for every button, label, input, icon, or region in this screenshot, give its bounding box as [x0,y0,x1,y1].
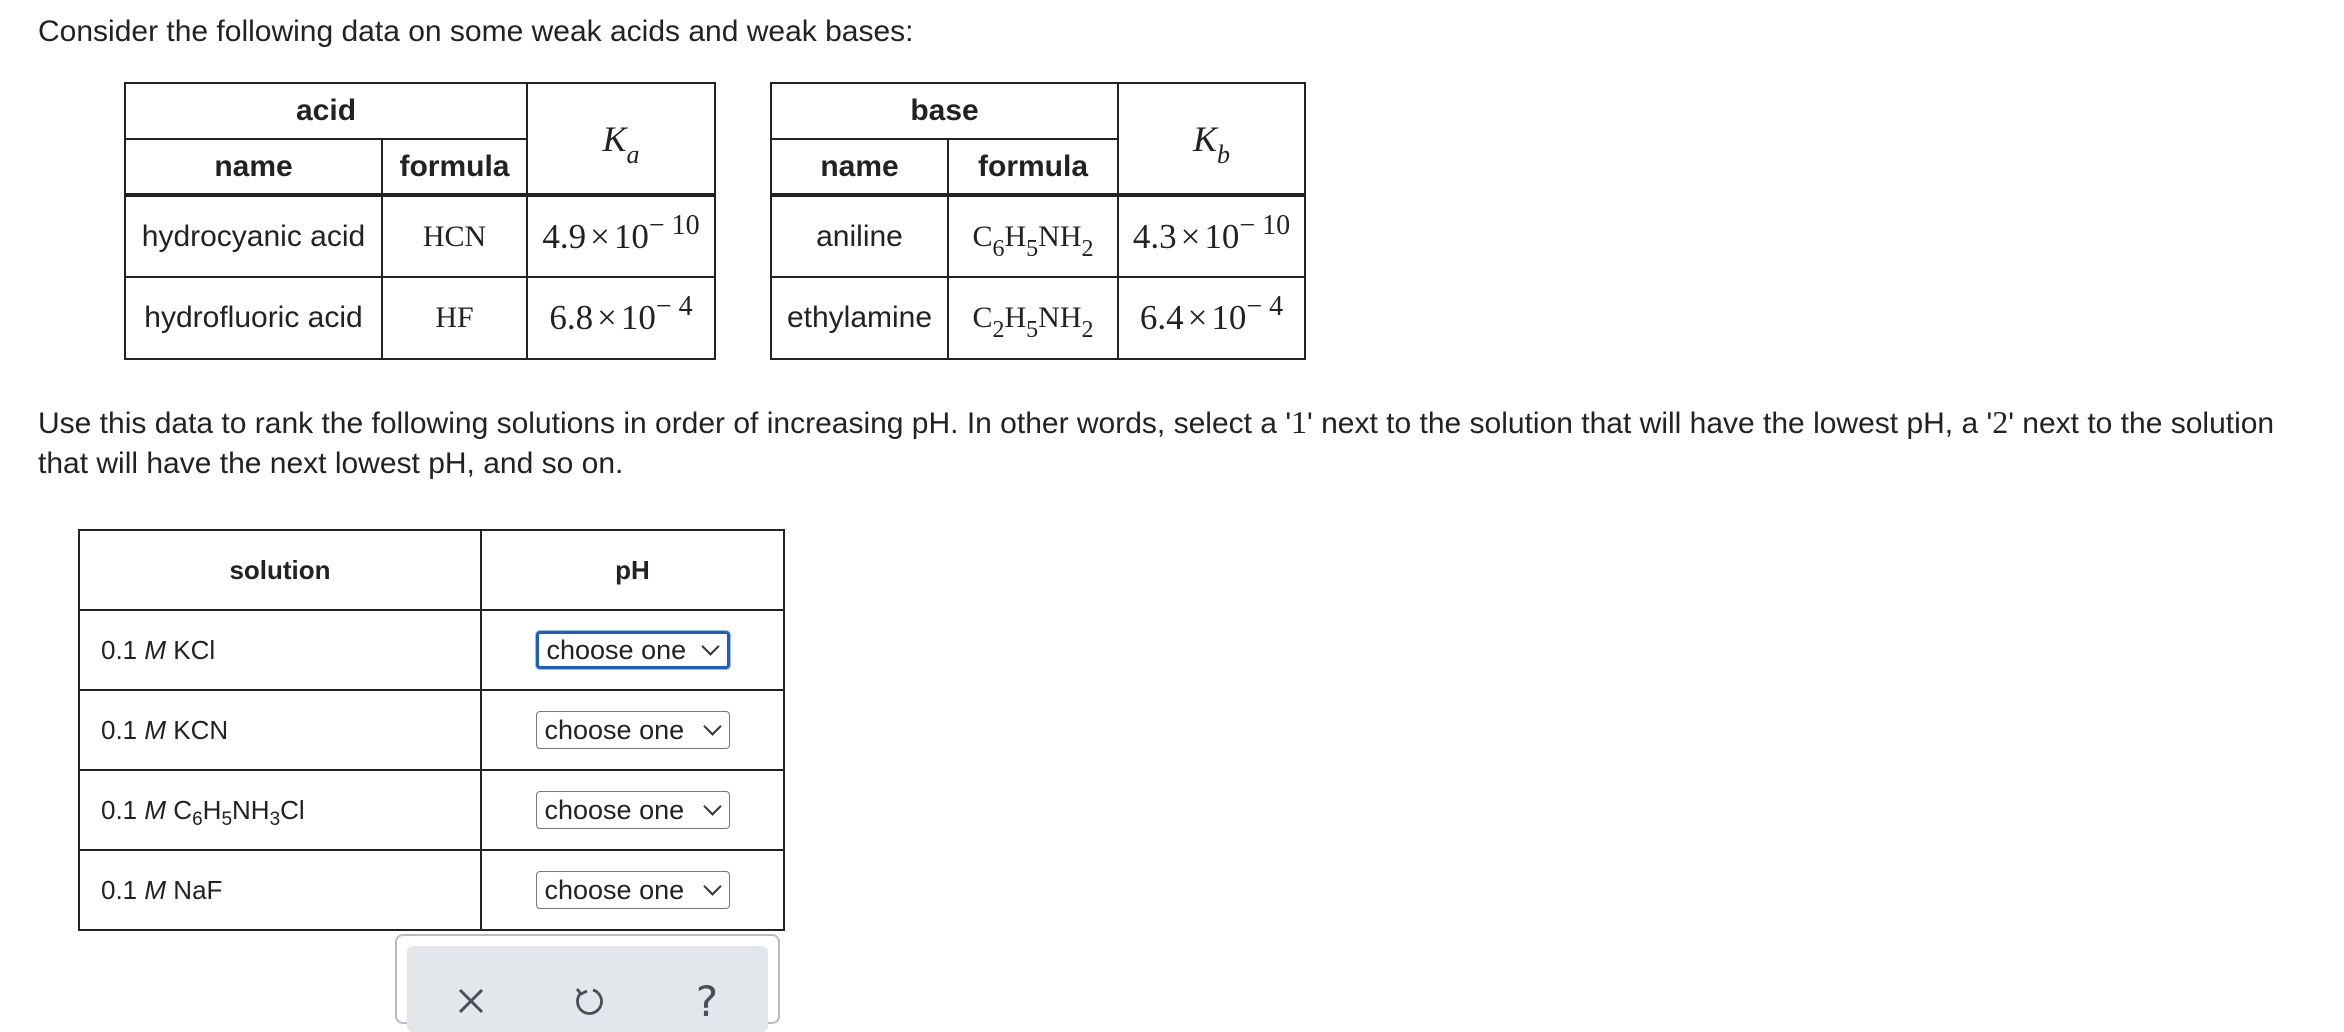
select-value: choose one [544,794,685,825]
table-row [79,770,784,850]
table-row [125,277,715,359]
chevron-down-icon [703,717,721,735]
base-name-header: name [771,139,948,195]
x-icon [455,985,487,1017]
instructions-text: Use this data to rank the following solutions in order of increasing pH. In other words, select a '1' next to the solution that will have the lowest pH, a '2' next to the solution that will have the next lowest pH, and so on. [38,404,2275,480]
table-row [125,195,715,277]
ph-header: pH [481,530,784,610]
table-row [771,277,1305,359]
kb-header: $K_b$ [1118,83,1305,195]
base-formula-header: formula [948,139,1118,195]
ranking-table [78,529,785,931]
base-formula: $C_6H_5NH_2$ [948,195,1118,277]
undo-button[interactable] [561,976,617,1026]
solution-header: solution [79,530,481,610]
table-row [771,195,1305,277]
acid-formula: HF [382,277,527,359]
select-value: choose one [544,874,685,905]
select-value: choose one [544,714,685,745]
table-row [79,690,784,770]
intro-text: Consider the following data on some weak acids and weak bases: [38,15,914,48]
solution-label: 0.1 M KCl [79,610,481,690]
undo-icon [572,984,606,1018]
base-name: aniline [771,195,948,277]
base-formula: $C_2H_5NH_2$ [948,277,1118,359]
table-row [79,850,784,930]
ph-rank-select[interactable] [536,631,730,669]
solution-label: 0.1 M KCN [79,690,481,770]
help-button[interactable] [679,976,735,1026]
acid-name: hydrocyanic acid [125,195,382,277]
chevron-down-icon [703,877,721,895]
acid-formula-header: formula [382,139,527,195]
ph-rank-select[interactable] [536,711,730,749]
table-row [79,610,784,690]
acid-ka-value: $6.8 \times 10^{- 4}$ [527,277,715,359]
acid-table [124,82,716,360]
solution-label: 0.1 M NaF [79,850,481,930]
base-group-header: base [771,83,1118,139]
acid-name: hydrofluoric acid [125,277,382,359]
help-icon: ? [695,976,719,1026]
toolbar-panel [407,946,768,1032]
acid-ka-value: $4.9 \times 10^{- 10}$ [527,195,715,277]
acid-name-header: name [125,139,382,195]
chevron-down-icon [703,797,721,815]
ph-rank-select[interactable] [536,871,730,909]
chevron-down-icon [701,637,719,655]
ph-rank-select[interactable] [536,791,730,829]
base-kb-value: $4.3 \times 10^{- 10}$ [1118,195,1305,277]
clear-button[interactable] [443,976,499,1026]
base-table [770,82,1306,360]
solution-label: 0.1 M $C_6H_5NH_3Cl$ [79,770,481,850]
base-name: ethylamine [771,277,948,359]
acid-group-header: acid [125,83,527,139]
ka-header: $K_a$ [527,83,715,195]
select-value: choose one [546,634,687,665]
base-kb-value: $6.4 \times 10^{- 4}$ [1118,277,1305,359]
answer-toolbar [395,934,780,1024]
acid-formula: HCN [382,195,527,277]
